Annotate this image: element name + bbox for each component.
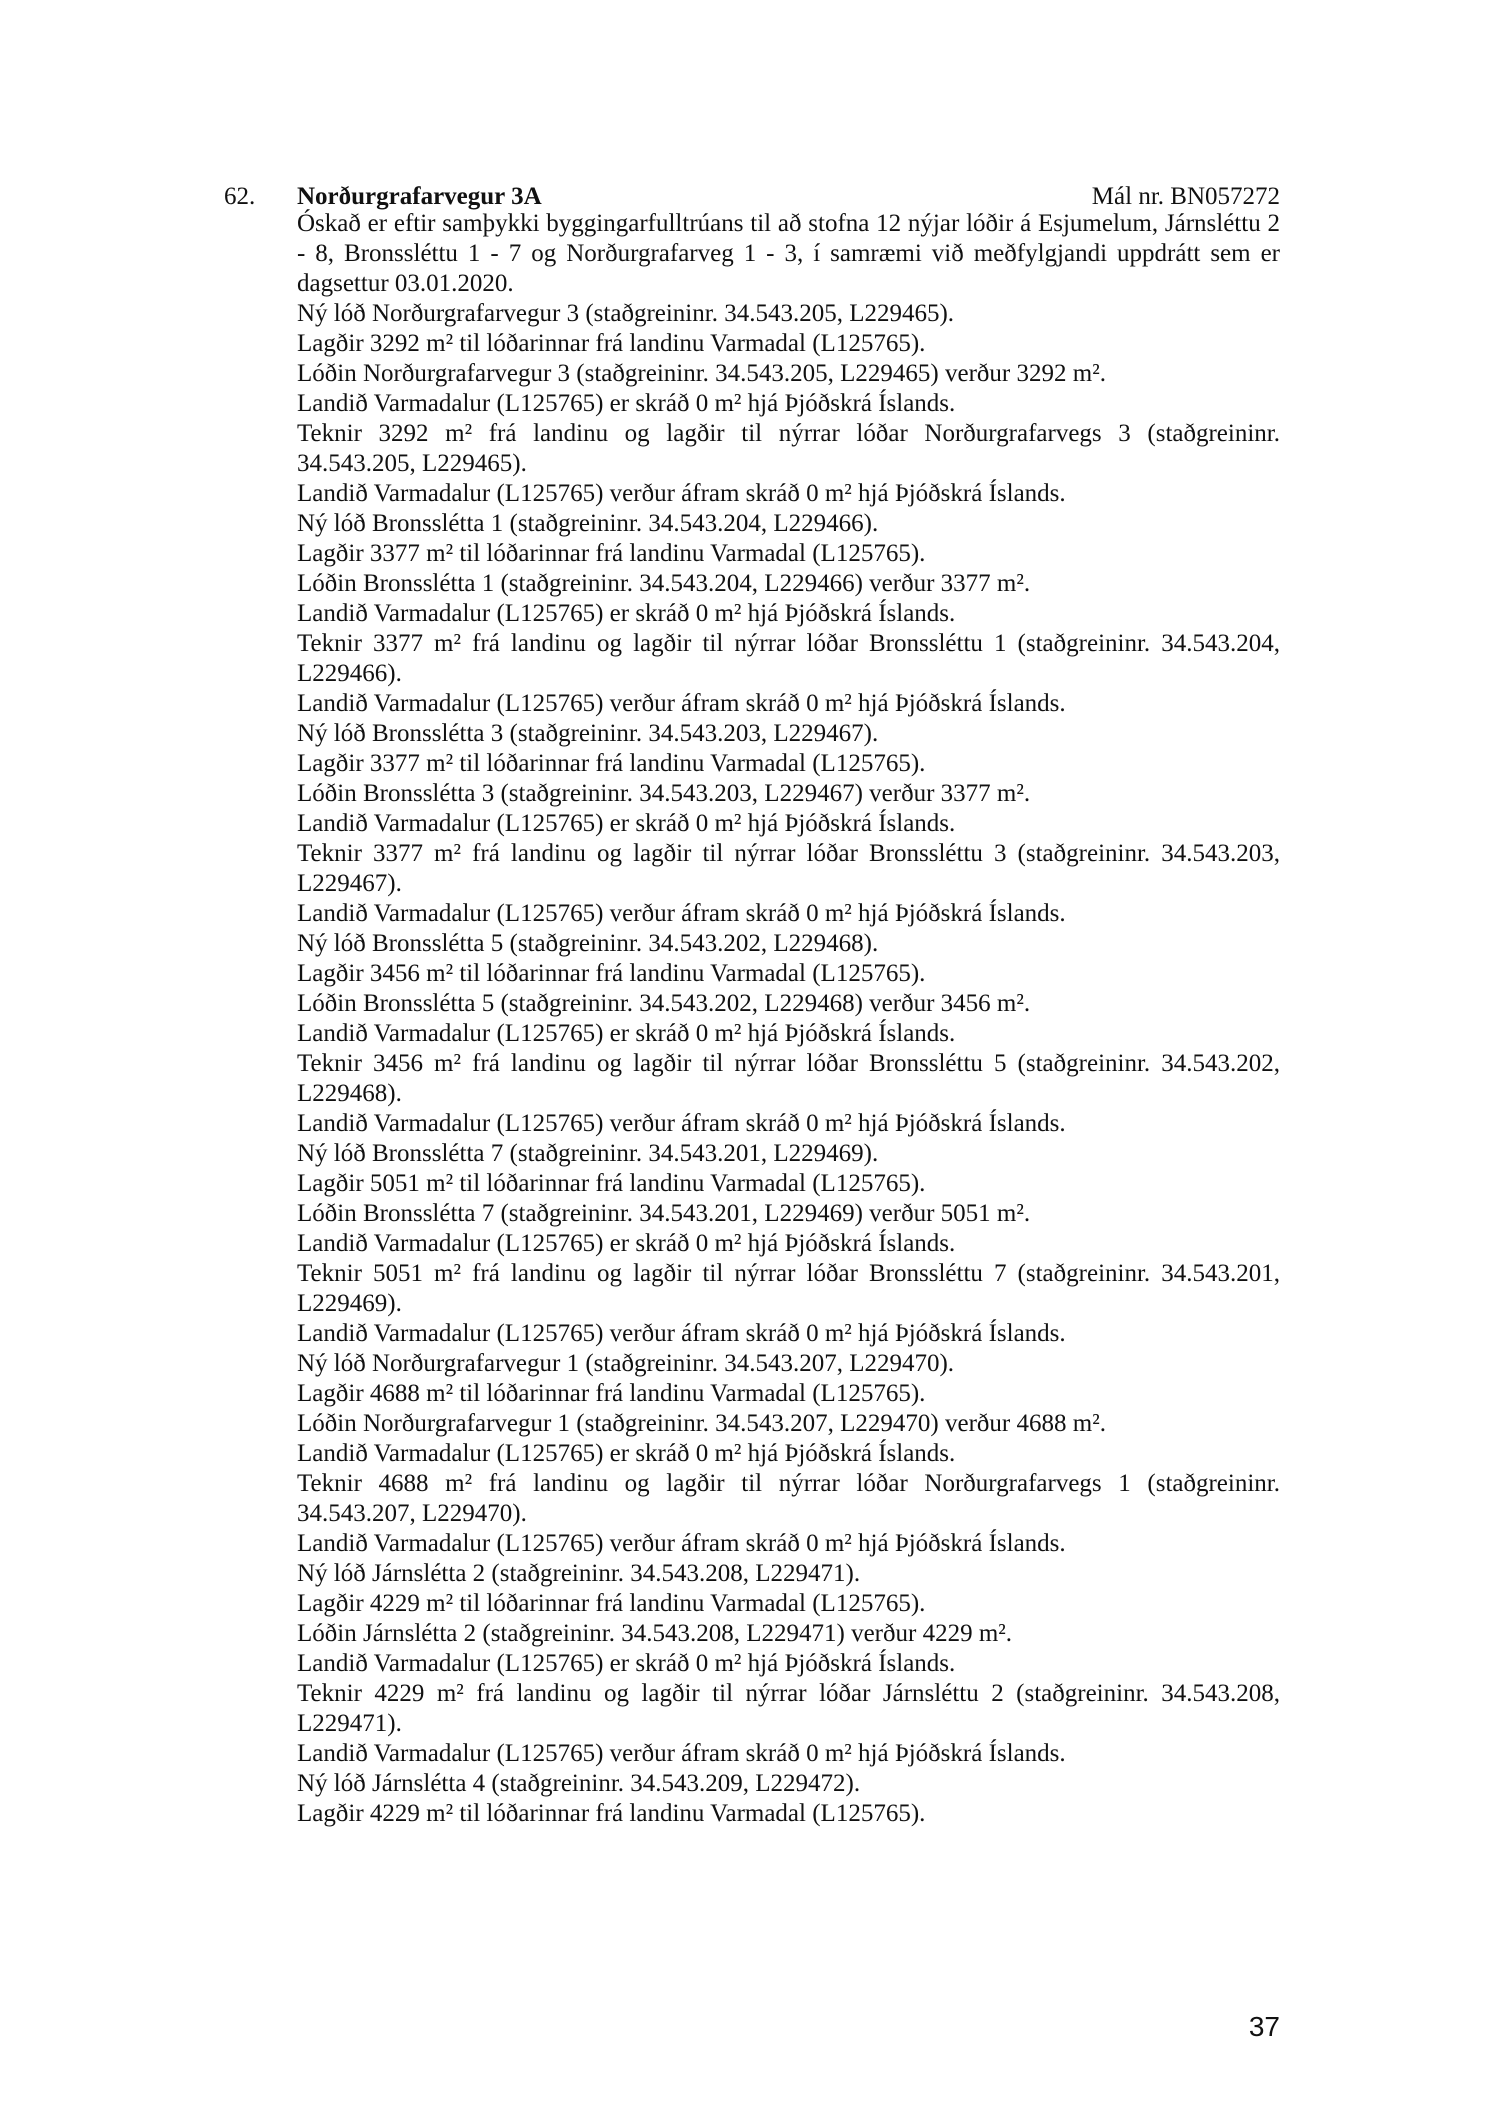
body-line: Ný lóð Norðurgrafarvegur 1 (staðgreininr. 34.543.207, L229470). <box>297 1350 955 1377</box>
body-line: Landið Varmadalur (L125765) er skráð 0 m² hjá Þjóðskrá Íslands. <box>297 1650 956 1677</box>
page-number: 37 <box>1248 2011 1280 2042</box>
body-line: Teknir 4688 m² frá landinu og lagðir til nýrrar lóðar Norðurgrafarvegs 1 (staðgreininr. 34.543.207, L229470). <box>297 1470 1280 1527</box>
body-line: Landið Varmadalur (L125765) verður áfram skráð 0 m² hjá Þjóðskrá Íslands. <box>297 1740 1066 1767</box>
body-line: Ný lóð Bronsslétta 7 (staðgreininr. 34.543.201, L229469). <box>297 1140 879 1167</box>
body-line: Teknir 3292 m² frá landinu og lagðir til nýrrar lóðar Norðurgrafarvegs 3 (staðgreininr. 34.543.205, L229465). <box>297 420 1280 477</box>
body-line: Teknir 3377 m² frá landinu og lagðir til nýrrar lóðar Bronssléttu 1 (staðgreininr. 34.543.204, L229466). <box>297 630 1280 687</box>
body-line: Landið Varmadalur (L125765) verður áfram skráð 0 m² hjá Þjóðskrá Íslands. <box>297 1530 1066 1557</box>
body-line: Landið Varmadalur (L125765) er skráð 0 m² hjá Þjóðskrá Íslands. <box>297 600 956 627</box>
body-line: Teknir 5051 m² frá landinu og lagðir til nýrrar lóðar Bronssléttu 7 (staðgreininr. 34.543.201, L229469). <box>297 1260 1280 1317</box>
body-line: Landið Varmadalur (L125765) verður áfram skráð 0 m² hjá Þjóðskrá Íslands. <box>297 1110 1066 1137</box>
body-line: Landið Varmadalur (L125765) verður áfram skráð 0 m² hjá Þjóðskrá Íslands. <box>297 690 1066 717</box>
body-line: Teknir 4229 m² frá landinu og lagðir til nýrrar lóðar Járnsléttu 2 (staðgreininr. 34.543.208, L229471). <box>297 1680 1280 1737</box>
body-line: Teknir 3456 m² frá landinu og lagðir til nýrrar lóðar Bronssléttu 5 (staðgreininr. 34.543.202, L229468). <box>297 1050 1280 1107</box>
body-line: Lagðir 4229 m² til lóðarinnar frá landinu Varmadal (L125765). <box>297 1800 926 1827</box>
case-number: Mál nr. BN057272 <box>1091 183 1280 210</box>
body-line: Lagðir 4688 m² til lóðarinnar frá landinu Varmadal (L125765). <box>297 1380 926 1407</box>
body-line: Ný lóð Norðurgrafarvegur 3 (staðgreininr. 34.543.205, L229465). <box>297 300 955 327</box>
body-line: Lagðir 3456 m² til lóðarinnar frá landinu Varmadal (L125765). <box>297 960 926 987</box>
body-line: Landið Varmadalur (L125765) er skráð 0 m² hjá Þjóðskrá Íslands. <box>297 810 956 837</box>
body-line: Lagðir 5051 m² til lóðarinnar frá landinu Varmadal (L125765). <box>297 1170 926 1197</box>
body-line: Lagðir 3292 m² til lóðarinnar frá landinu Varmadal (L125765). <box>297 330 926 357</box>
body-line: Lagðir 4229 m² til lóðarinnar frá landinu Varmadal (L125765). <box>297 1590 926 1617</box>
body-line: Landið Varmadalur (L125765) er skráð 0 m² hjá Þjóðskrá Íslands. <box>297 1230 956 1257</box>
body-line: Lóðin Norðurgrafarvegur 1 (staðgreininr. 34.543.207, L229470) verður 4688 m². <box>297 1410 1106 1437</box>
body-line: Landið Varmadalur (L125765) verður áfram skráð 0 m² hjá Þjóðskrá Íslands. <box>297 900 1066 927</box>
body-line: Lagðir 3377 m² til lóðarinnar frá landinu Varmadal (L125765). <box>297 540 926 567</box>
body-line: Landið Varmadalur (L125765) er skráð 0 m² hjá Þjóðskrá Íslands. <box>297 390 956 417</box>
body-line: Landið Varmadalur (L125765) er skráð 0 m² hjá Þjóðskrá Íslands. <box>297 1020 956 1047</box>
body-line: Landið Varmadalur (L125765) verður áfram skráð 0 m² hjá Þjóðskrá Íslands. <box>297 480 1066 507</box>
body-line: Ný lóð Járnslétta 2 (staðgreininr. 34.543.208, L229471). <box>297 1560 861 1587</box>
body-line: Lóðin Norðurgrafarvegur 3 (staðgreininr. 34.543.205, L229465) verður 3292 m². <box>297 360 1106 387</box>
item-title: Norðurgrafarvegur 3A <box>297 183 542 210</box>
item-body <box>297 209 1280 1829</box>
body-line: Ný lóð Bronsslétta 1 (staðgreininr. 34.543.204, L229466). <box>297 510 879 537</box>
body-line: Teknir 3377 m² frá landinu og lagðir til nýrrar lóðar Bronssléttu 3 (staðgreininr. 34.543.203, L229467). <box>297 840 1280 897</box>
body-line: Lóðin Bronsslétta 7 (staðgreininr. 34.543.201, L229469) verður 5051 m². <box>297 1200 1031 1227</box>
item-number: 62. <box>224 183 256 210</box>
intro-paragraph: Óskað er eftir samþykki byggingarfulltrúans til að stofna 12 nýjar lóðir á Esjumelum, Járnsléttu 2 - 8, Bronssléttu 1 - 7 og Norðurgrafarveg 1 - 3, í samræmi við meðfylgjandi uppdrátt sem er dagsettur 03.01.2020. <box>297 210 1280 297</box>
body-line: Lóðin Bronsslétta 1 (staðgreininr. 34.543.204, L229466) verður 3377 m². <box>297 570 1031 597</box>
body-line: Landið Varmadalur (L125765) er skráð 0 m² hjá Þjóðskrá Íslands. <box>297 1440 956 1467</box>
body-line: Lóðin Bronsslétta 3 (staðgreininr. 34.543.203, L229467) verður 3377 m². <box>297 780 1031 807</box>
body-line: Lóðin Bronsslétta 5 (staðgreininr. 34.543.202, L229468) verður 3456 m². <box>297 990 1031 1017</box>
body-line: Ný lóð Járnslétta 4 (staðgreininr. 34.543.209, L229472). <box>297 1770 861 1797</box>
body-line: Landið Varmadalur (L125765) verður áfram skráð 0 m² hjá Þjóðskrá Íslands. <box>297 1320 1066 1347</box>
body-line: Lagðir 3377 m² til lóðarinnar frá landinu Varmadal (L125765). <box>297 750 926 777</box>
body-line: Ný lóð Bronsslétta 5 (staðgreininr. 34.543.202, L229468). <box>297 930 879 957</box>
body-line: Ný lóð Bronsslétta 3 (staðgreininr. 34.543.203, L229467). <box>297 720 879 747</box>
body-line: Lóðin Járnslétta 2 (staðgreininr. 34.543.208, L229471) verður 4229 m². <box>297 1620 1013 1647</box>
